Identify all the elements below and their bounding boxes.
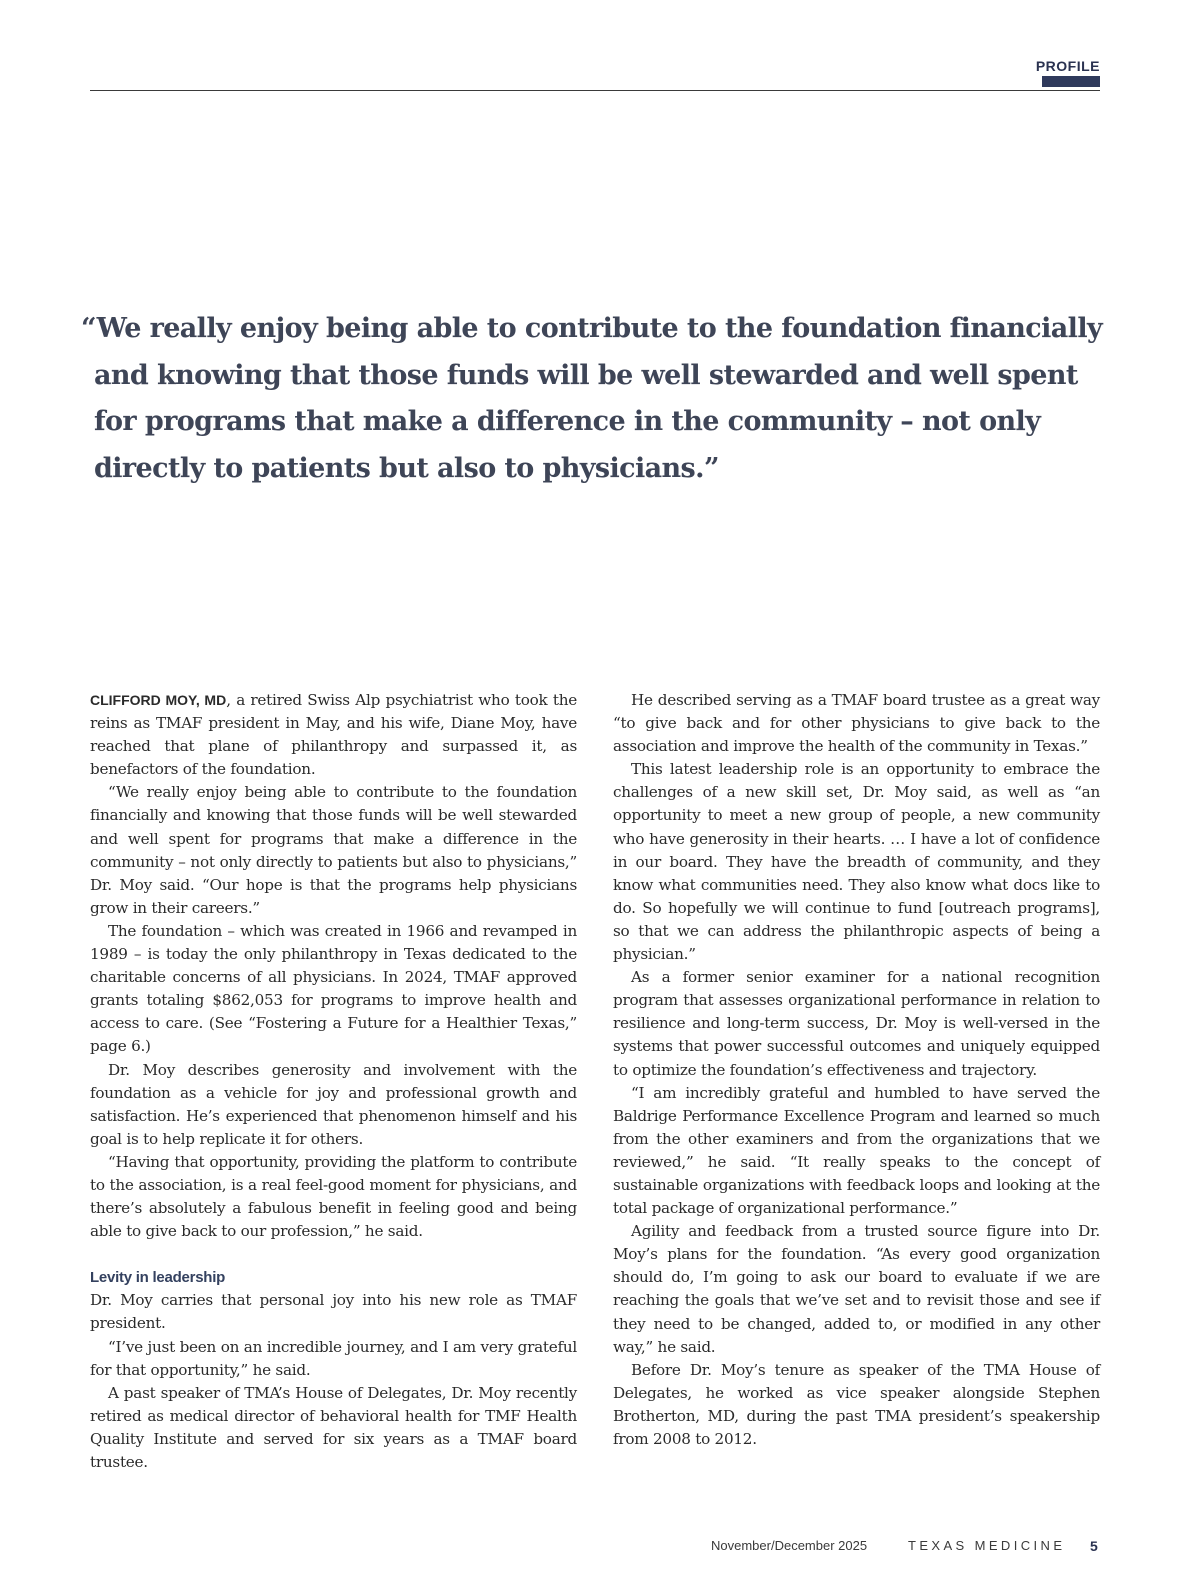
paragraph: He described serving as a TMAF board trustee as a great way “to give back and for other physicians to give back to the association and improve the health of the community in Texas.” [613, 691, 1100, 756]
paragraph: “We really enjoy being able to contribute to the foundation financially and knowing that those funds will be well stewarded and well spent for programs that make a difference in the community – not only directly to patients but also to physicians,” Dr. Moy said. “Our hope is that the programs help physicians grow in their careers.” [90, 783, 577, 917]
paragraph: Before Dr. Moy’s tenure as speaker of the TMA House of Delegates, he worked as vice speaker alongside Stephen Brotherton, MD, during the past TMA president’s speakership from 2008 to 2012. [613, 1360, 1100, 1448]
article-left-column [90, 689, 577, 1474]
paragraph: Agility and feedback from a trusted source figure into Dr. Moy’s plans for the foundation. “As every good organization should do, I’m going to ask our board to evaluate if we are reaching the goals that we’ve set and to revisit those and see if they need to be changed, added to, or modified in any other way,” he said. [613, 1222, 1100, 1356]
paragraph: A past speaker of TMA’s House of Delegates, Dr. Moy recently retired as medical director of behavioral health for TMF Health Quality Institute and served for six years as a TMAF board trustee. [90, 1383, 577, 1471]
paragraph: As a former senior examiner for a national recognition program that assesses organizational performance in relation to resilience and long-term success, Dr. Moy is well-versed in the systems that power successful outcomes and uniquely equipped to optimize the foundation’s effectiveness and trajectory. [613, 968, 1100, 1079]
header-rule [90, 90, 1100, 91]
pull-quote: “We really enjoy being able to contribute to the foundation financially and knowing that those funds will be well stewarded and well spent for programs that make a difference in the community – not only directly to patients but also to physicians.” [81, 313, 1103, 484]
paragraph [90, 689, 577, 781]
paragraph: “I am incredibly grateful and humbled to have served the Baldrige Performance Excellence Program and learned so much from the other examiners and from the organizations that we reviewed,” he said. “It really speaks to the concept of sustainable organizations with feedback loops and looking at the total package of organizational performance.” [613, 1083, 1100, 1218]
section-bar [1042, 76, 1100, 87]
lead-name: CLIFFORD MOY, MD [90, 692, 227, 708]
section-label: PROFILE [1035, 58, 1100, 74]
footer-magazine-title: TEXAS MEDICINE [908, 1538, 1066, 1553]
footer-date: November/December 2025 [711, 1538, 868, 1553]
paragraph: Dr. Moy describes generosity and involvement with the foundation as a vehicle for joy and professional growth and satisfaction. He’s experienced that phenomenon himself and his goal is to help replicate it for others. [90, 1060, 577, 1148]
paragraph: “Having that opportunity, providing the platform to contribute to the association, is a real feel-good moment for physicians, and there’s absolutely a fabulous benefit in feeling good and being able to give back to our profession,” he said. [90, 1152, 577, 1241]
paragraph: “I’ve just been on an incredible journey, and I am very grateful for that opportunity,” he said. [90, 1337, 577, 1379]
paragraph: The foundation – which was created in 1966 and revamped in 1989 – is today the only philanthropy in Texas dedicated to the charitable concerns of all physicians. In 2024, TMAF approved grants totaling $862,053 for programs to improve health and access to care. (See “Fostering a Future for a Healthier Texas,” page 6.) [90, 921, 577, 1056]
paragraph: This latest leadership role is an opportunity to embrace the challenges of a new skill set, Dr. Moy said, as well as “an opportunity to meet a new group of people, a new community who have generosity in their hearts. … I have a lot of confidence in our board. They have the breadth of community, and they know what communities need. They also know what docs like to do. So hopefully we will continue to fund [outreach programs], so that we can address the philanthropic aspects of being a physician.” [613, 760, 1100, 964]
subhead: Levity in leadership [90, 1269, 226, 1287]
paragraph: Dr. Moy carries that personal joy into his new role as TMAF president. [90, 1291, 577, 1333]
page-number: 5 [1090, 1538, 1098, 1554]
paragraph-text: , a retired Swiss Alp psychiatrist who took the reins as TMAF president in May, and his wife, Diane Moy, have reached that plane of philanthropy and surpassed it, as benefactors of the foundation. [90, 691, 578, 779]
article-right-column [613, 689, 1100, 1451]
